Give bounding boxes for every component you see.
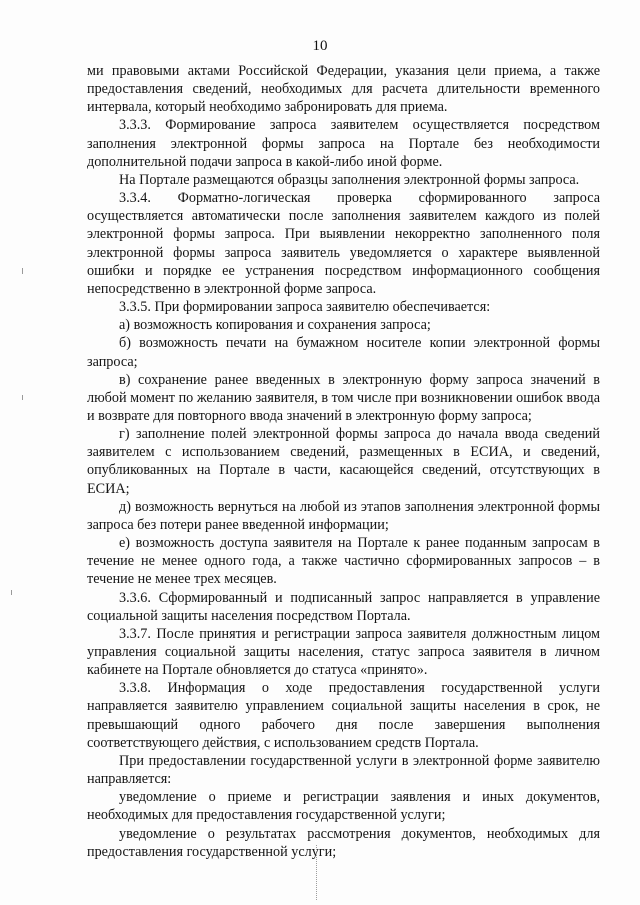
- list-item-b: б) возможность печати на бумажном носителе копии электронной формы запроса;: [87, 335, 600, 370]
- notification-item-results: уведомление о результатах рассмотрения документов, необходимых для предоставления государственной услуги;: [87, 825, 600, 860]
- paragraph-continuation: ми правовыми актами Российской Федерации, указания цели приема, а также предоставления сведений, необходимых для расчета длительности временного интервала, который необходимо забронировать для приема.: [87, 63, 600, 116]
- paragraph-3-3-7: 3.3.7. После принятия и регистрации запроса заявителя должностным лицом управления социальной защиты населения, статус запроса заявителя в личном кабинете на Портале обновляется до статуса «принято».: [87, 625, 600, 679]
- paragraph-notifications-intro: При предоставлении государственной услуги в электронной форме заявителю направляется:: [87, 752, 600, 788]
- paragraph-portal-samples: На Портале размещаются образцы заполнения электронной формы запроса.: [119, 171, 580, 188]
- list-item-a: а) возможность копирования и сохранения запроса;: [119, 317, 431, 334]
- page-number: 10: [312, 38, 328, 54]
- paragraph-3-3-8: 3.3.8. Информация о ходе предоставления государственной услуги направляется заявителю управлением социальной защиты населения в срок, не превышающий одного рабочего дня после завершения выполнения соответствующего действия, с использованием средств Портала.: [87, 680, 600, 751]
- list-item-d: д) возможность вернуться на любой из этапов заполнения электронной формы запроса без потери ранее введенной информации;: [87, 498, 600, 533]
- scan-margin-mark: [22, 395, 23, 400]
- list-item-e: е) возможность доступа заявителя на Портале к ранее поданным запросам в течение не менее одного года, а также частично сформированных запросов – в течение не менее трех месяцев.: [87, 535, 600, 588]
- paragraph-3-3-5: 3.3.5. При формировании запроса заявителю обеспечивается:: [119, 299, 491, 316]
- scan-fold-line: [316, 845, 318, 900]
- scan-margin-mark: [22, 268, 23, 274]
- body-text: [87, 62, 600, 861]
- paragraph-3-3-3: 3.3.3. Формирование запроса заявителем осуществляется посредством заполнения электронной формы запроса на Портале без необходимости дополнительной подачи запроса в какой-либо иной форме.: [87, 117, 600, 170]
- paragraph-3-3-6: 3.3.6. Сформированный и подписанный запрос направляется в управление социальной защиты населения посредством Портала.: [87, 589, 600, 624]
- list-item-v: в) сохранение ранее введенных в электронную форму запроса значений в любой момент по желанию заявителя, в том числе при возникновении ошибок ввода и возврате для повторного ввода значений в электронную форму запроса;: [87, 371, 600, 424]
- paragraph-3-3-4: 3.3.4. Форматно-логическая проверка сформированного запроса осуществляется автоматически после заполнения заявителем каждого из полей электронной формы запроса. При выявлении некорректно заполненного поля электронной формы запроса заявитель уведомляется о характере выявленной ошибки и порядке ее устранения посредством информационного сообщения непосредственно в электронной форме запроса.: [87, 190, 600, 297]
- notification-item-receipt: уведомление о приеме и регистрации заявления и иных документов, необходимых для предоставления государственной услуги;: [87, 789, 600, 824]
- scan-margin-mark: [11, 590, 12, 595]
- list-item-g: г) заполнение полей электронной формы запроса до начала ввода сведений заявителем с использованием сведений, размещенных в ЕСИА, и сведений, опубликованных на Портале в части, касающейся сведений, отсутствующих в ЕСИА;: [87, 426, 600, 497]
